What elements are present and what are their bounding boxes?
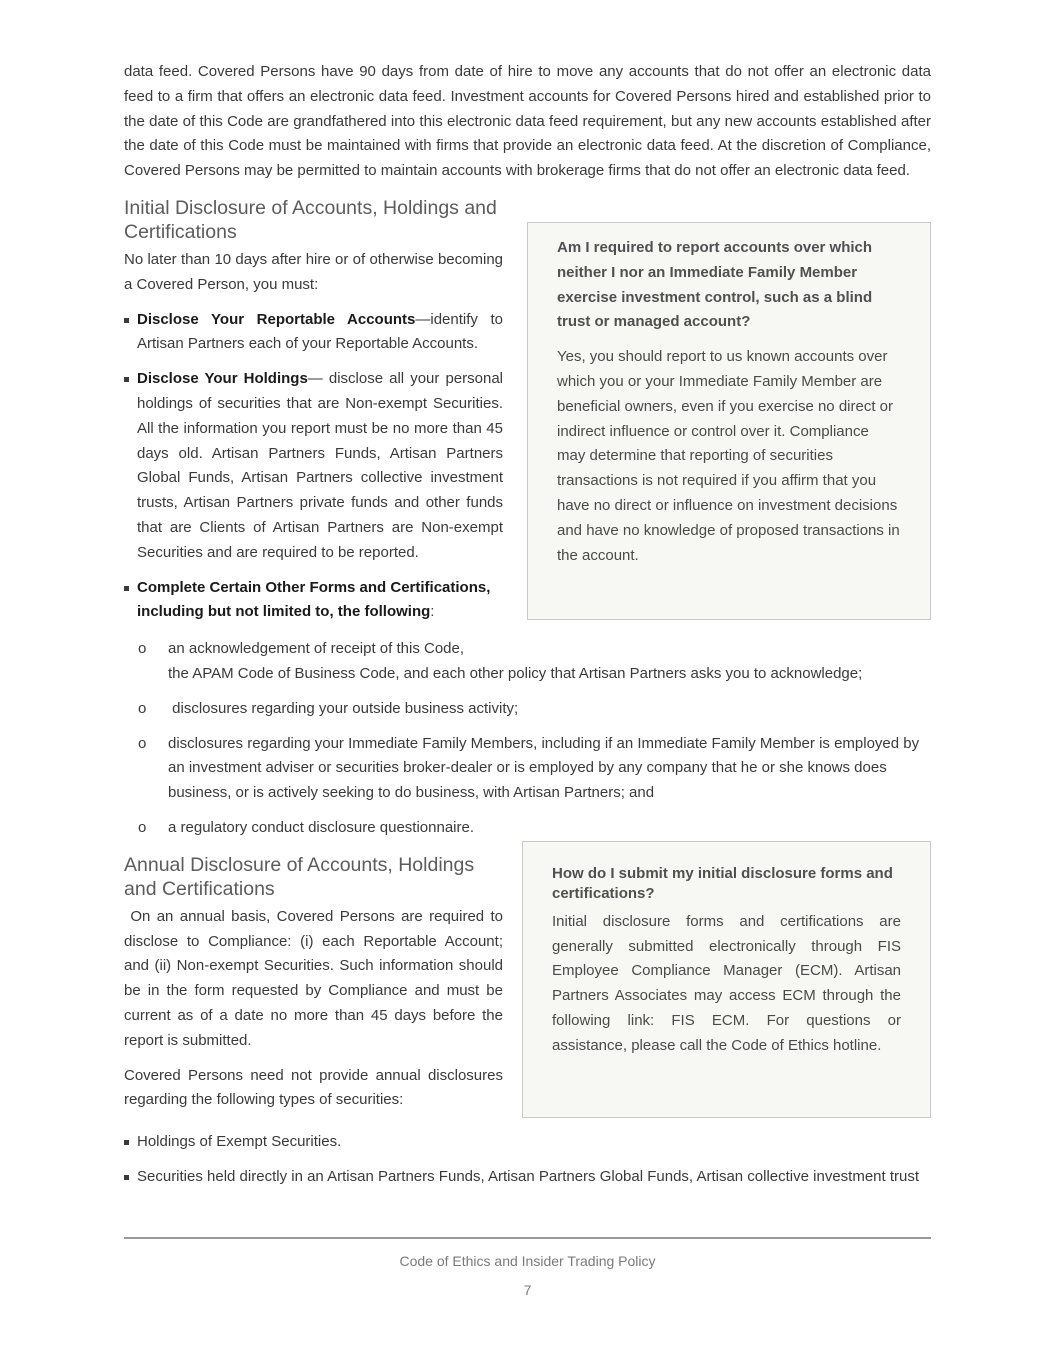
bullet-complete-forms [124, 576, 503, 626]
annual-disclosure-paragraph: On an annual basis, Covered Persons are required to disclose to Compliance: (i) each Reportable Account; and (ii) Non-exempt Securities. Such information should be in the form requested by Compliance and must be current as of a date no more than 45 days before the report is submitted. [124, 907, 508, 1049]
initial-disclosure-lead: No later than 10 days after hire or of otherwise becoming a Covered Person, you must: [124, 250, 503, 293]
circle-bullet-icon: o [138, 640, 147, 658]
list-item-text: a regulatory conduct disclosure questionnaire. [168, 818, 475, 836]
bullet-bold-text: Complete Certain Other Forms and Certifications, including but not limited to, the following [137, 578, 491, 621]
bullet-bold-text: Disclose Your Reportable Accounts [137, 310, 416, 328]
list-item [124, 732, 931, 806]
list-item-text: an acknowledgement of receipt of this Code, [168, 640, 465, 658]
footer-divider [124, 1237, 931, 1239]
square-bullet-icon [124, 1140, 129, 1145]
annual-disclosure-heading: Annual Disclosure of Accounts, Holdings and Certifications [124, 853, 475, 900]
bullet-text: Securities held directly in an Artisan Partners Funds, Artisan Partners Global Funds, Artisan collective investment trust [137, 1167, 920, 1185]
footer-page-number: 7 [523, 1282, 532, 1298]
faq-callout-submit-forms [522, 841, 931, 1118]
square-bullet-icon [124, 1175, 129, 1180]
bullet-exempt-securities [124, 1130, 931, 1155]
initial-disclosure-section [124, 196, 931, 625]
square-bullet-icon [124, 318, 129, 323]
annual-disclosure-left-column [124, 853, 508, 1113]
bullet-artisan-funds [124, 1165, 931, 1190]
list-item-text: disclosures regarding your Immediate Family Members, including if an Immediate Family Member is employed by an investment adviser or securities broker-dealer or is employed by any company that he or she knows does business, or is actively seeking to do business, with Artisan Partners; and [168, 734, 920, 802]
initial-disclosure-heading: Initial Disclosure of Accounts, Holdings and Certifications [124, 196, 497, 243]
bullet-text: : [430, 603, 435, 621]
bullet-disclose-accounts [124, 308, 503, 358]
annual-disclosure-section [124, 853, 931, 1118]
faq-callout-blind-trust [527, 222, 931, 620]
initial-disclosure-left-column [124, 196, 503, 625]
list-item [124, 637, 931, 687]
square-bullet-icon [124, 586, 129, 591]
square-bullet-icon [124, 377, 129, 382]
page-content [124, 60, 931, 1189]
bullet-text: —identify to Artisan Partners each of your Reportable Accounts. [137, 310, 503, 353]
circle-bullet-icon: o [138, 734, 147, 752]
list-item [124, 816, 931, 841]
annual-disclosure-paragraph: Covered Persons need not provide annual disclosures regarding the following types of securities: [124, 1066, 503, 1109]
bullet-bold-text: Disclose Your Holdings [137, 370, 308, 388]
circle-bullet-icon: o [138, 818, 147, 836]
list-item-text: the APAM Code of Business Code, and each other policy that Artisan Partners asks you to acknowledge; [168, 664, 863, 682]
callout-answer: Initial disclosure forms and certifications are generally submitted electronically through FIS Employee Compliance Manager (ECM). Artisan Partners Associates may access ECM through the following link: FIS ECM. For questions or assistance, please call the Code of Ethics hotline. [552, 912, 901, 1054]
bullet-disclose-holdings [124, 367, 503, 565]
list-item [124, 697, 931, 722]
list-item-text: disclosures regarding your outside business activity; [168, 699, 519, 717]
bullet-text: Holdings of Exempt Securities. [137, 1132, 342, 1150]
callout-answer: Yes, you should report to us known accounts over which you or your Immediate Family Member are beneficial owners, even if you exercise no direct or indirect influence or control over it. Compliance may determine that reporting of securities transactions is not required if you affirm that you have no direct or influence on investment decisions and have no knowledge of proposed transactions in the account. [557, 348, 900, 564]
circle-bullet-icon: o [138, 699, 147, 717]
bullet-text: — disclose all your personal holdings of securities that are Non-exempt Securities. All the information you report must be no more than 45 days old. Artisan Partners Funds, Artisan Partners Global Funds, Artisan Partners collective investment trusts, Artisan Partners private funds and other funds that are Clients of Artisan Partners are Non-exempt Securities and are required to be reported. [137, 370, 503, 561]
footer-document-title: Code of Ethics and Insider Trading Policy [399, 1253, 656, 1269]
callout-question: How do I submit my initial disclosure forms and certifications? [552, 864, 893, 902]
callout-question: Am I required to report accounts over which neither I nor an Immediate Family Member exercise investment control, such as a blind trust or managed account? [557, 238, 873, 331]
intro-paragraph: data feed. Covered Persons have 90 days from date of hire to move any accounts that do not offer an electronic data feed to a firm that offers an electronic data feed. Investment accounts for Covered Persons hired and established prior to the date of this Code are grandfathered into this electronic data feed requirement, but any new accounts established after the date of this Code must be maintained with firms that provide an electronic data feed. At the discretion of Compliance, Covered Persons may be permitted to maintain accounts with brokerage firms that do not offer an electronic data feed. [124, 63, 931, 180]
